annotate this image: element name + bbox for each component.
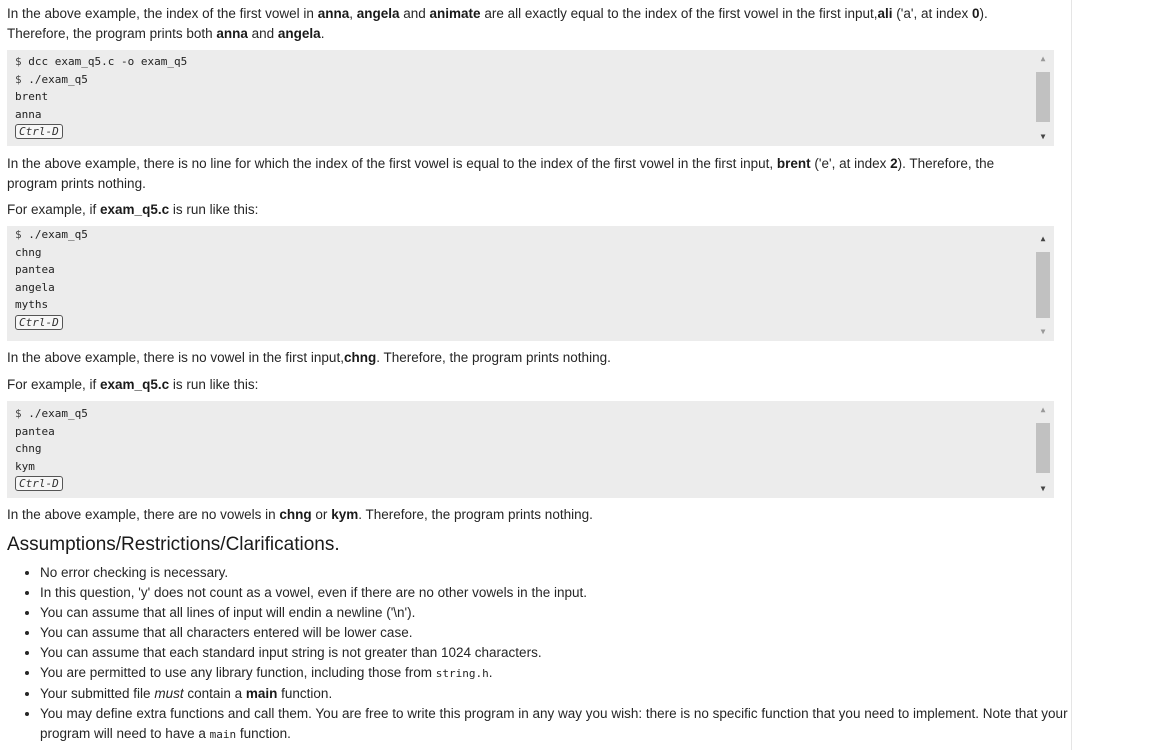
scrollbar-thumb[interactable] — [1036, 423, 1050, 473]
terminal-line: $ dcc exam_q5.c -o exam_q5 — [15, 55, 188, 68]
terminal-example-2[interactable] — [7, 226, 1054, 341]
terminal-line: anna — [15, 107, 42, 121]
terminal-line: pantea — [15, 263, 55, 277]
scroll-down-icon[interactable]: ▼ — [1040, 327, 1046, 336]
terminal-line: myths — [15, 298, 49, 312]
terminal-example-1[interactable] — [7, 50, 1054, 146]
scroll-down-icon[interactable]: ▼ — [1040, 484, 1046, 493]
terminal-line: pantea — [15, 424, 55, 438]
scroll-up-icon[interactable]: ▲ — [1040, 405, 1046, 414]
paragraph-brent: In the above example, there is no line for which the index of the first vowel is equal to the index of the first vowel in the first input, brent ('e', at index 2). Therefore, the program prints nothing. — [7, 156, 995, 191]
terminal-line: $ ./exam_q5 — [15, 72, 88, 86]
terminal-line: kym — [15, 459, 35, 473]
code-main: main — [209, 728, 237, 741]
terminal-line: angela — [15, 280, 55, 294]
scrollbar-thumb[interactable] — [1036, 72, 1050, 122]
list-item: • In this question, 'y' does not count as a vowel, even if there are no other vowels in the input. — [40, 583, 1070, 603]
scrollbar-thumb[interactable] — [1036, 252, 1050, 318]
intro-paragraph: In the above example, the index of the first vowel in anna, angela and animate are all exactly equal to the index of the first vowel in the first input,ali ('a', at index 0). Therefore, the program prints both anna and angela. — [7, 6, 988, 41]
paragraph-example-2-intro: For example, if exam_q5.c is run like this: — [7, 202, 259, 217]
terminal-line: chng — [15, 245, 42, 259]
list-item: • You can assume that all characters entered will be lower case. — [40, 623, 1070, 643]
code-string-h: string.h — [435, 667, 489, 680]
paragraph-example-3-intro: For example, if exam_q5.c is run like this: — [7, 377, 259, 392]
terminal-line: chng — [15, 442, 42, 456]
list-item: • You can assume that each standard input string is not greater than 1024 characters. — [40, 643, 1070, 663]
terminal-3-scrollbar[interactable] — [1035, 405, 1051, 494]
scroll-up-icon[interactable]: ▲ — [1040, 234, 1046, 243]
scroll-down-icon[interactable]: ▼ — [1040, 132, 1046, 141]
terminal-1-scrollbar[interactable] — [1035, 54, 1051, 142]
terminal-2-scrollbar[interactable] — [1035, 230, 1051, 337]
assumptions-list — [7, 563, 1070, 745]
section-heading: Assumptions/Restrictions/Clarifications. — [7, 534, 340, 555]
ctrl-d-key: Ctrl-D — [15, 476, 63, 491]
page-divider — [1071, 0, 1072, 750]
list-item: • You can assume that all lines of input will endin a newline ('\n'). — [40, 603, 1070, 623]
terminal-line: $ ./exam_q5 — [15, 407, 88, 420]
list-item: • No error checking is necessary. — [40, 563, 1070, 583]
list-item: • You are permitted to use any library function, including those from string.h. — [40, 663, 1070, 684]
paragraph-no-vowels: In the above example, there are no vowels in chng or kym. Therefore, the program prints nothing. — [7, 507, 593, 522]
scroll-up-icon[interactable]: ▲ — [1040, 54, 1046, 63]
paragraph-chng: In the above example, there is no vowel in the first input,chng. Therefore, the program prints nothing. — [7, 350, 611, 365]
ctrl-d-key: Ctrl-D — [15, 124, 63, 139]
terminal-line: brent — [15, 90, 49, 104]
terminal-line: $ ./exam_q5 — [15, 228, 88, 241]
list-item: • You may define extra functions and call them. You are free to write this program in any way you wish: there is no specific function that you need to implement. Note that your program will need to have a main function. — [40, 704, 1070, 745]
terminal-example-3[interactable] — [7, 401, 1054, 498]
ctrl-d-key: Ctrl-D — [15, 315, 63, 330]
list-item: • Your submitted file must contain a main function. — [40, 684, 1070, 704]
